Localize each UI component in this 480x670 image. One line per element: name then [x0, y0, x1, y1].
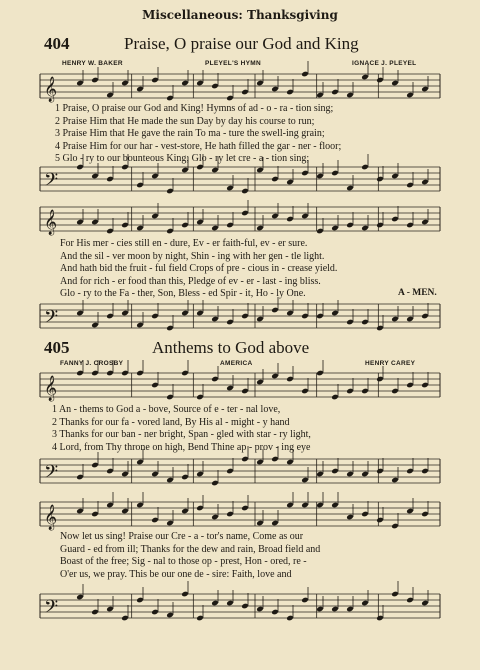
- verse-line: 2 Praise Him that He made the sun Day by day his course to run;: [55, 115, 315, 127]
- tune-name: PLEYEL'S HYMN: [205, 60, 262, 67]
- music-staff-treble: [40, 205, 440, 237]
- page-header: Miscellaneous: Thanksgiving: [142, 8, 338, 22]
- composer-credit: HENRY CAREY: [365, 360, 416, 367]
- verse-line: Guard - ed from ill; Thanks for the dew and rain, Broad field and: [60, 543, 321, 555]
- music-staff-bass: [40, 592, 440, 624]
- treble-clef-icon: 𝄞: [44, 376, 58, 401]
- bass-clef-icon: 𝄢: [44, 597, 59, 622]
- verse-lines: [60, 531, 320, 581]
- author-credit: HENRY W. BAKER: [62, 60, 123, 67]
- hymn-number: 405: [44, 338, 70, 357]
- music-staff-bass: [40, 457, 440, 489]
- verse-line: 2 Thanks for our fa - vored land, By His al - might - y hand: [52, 416, 290, 428]
- composer-credit: IGNACE J. PLEYEL: [352, 60, 417, 67]
- verse-lines: [52, 404, 311, 454]
- verse-line: 1 Praise, O praise our God and King! Hymns of ad - o - ra - tion sing;: [55, 103, 334, 114]
- verse-line: Boast of the free; Sig - nal to those op - prest, Hon - ored, re -: [60, 556, 307, 567]
- verse-line: 3 Praise Him that He gave the rain To ma - ture the swell-ing grain;: [55, 128, 325, 139]
- hymn-number: 404: [44, 34, 70, 53]
- hymn-title: Praise, O praise our God and King: [124, 34, 359, 53]
- verse-line: 1 An - thems to God a - bove, Source of e - ter - nal love,: [52, 404, 281, 415]
- verse-lines: [60, 238, 337, 301]
- music-staff-bass: [40, 302, 440, 334]
- verse-line: 5 Glo - ry to our bounteous King; Glo - ry let cre - a - tion sing;: [55, 153, 310, 164]
- bass-clef-icon: 𝄢: [44, 170, 59, 195]
- tune-name: AMERICA: [220, 360, 253, 367]
- music-staff-treble: [40, 371, 440, 403]
- music-staff-treble: [40, 500, 440, 532]
- hymn-title: Anthems to God above: [152, 338, 310, 357]
- amen-text: A - MEN.: [398, 288, 437, 298]
- bass-clef-icon: 𝄢: [44, 307, 59, 332]
- author-credit: FANNY J. CROSBY: [60, 360, 124, 367]
- verse-line: For His mer - cies still en - dure, Ev - er faith-ful, ev - er sure.: [60, 238, 308, 249]
- bass-clef-icon: 𝄢: [44, 462, 59, 487]
- verse-line: And for rich - er food than this, Pledge of ev - er - last - ing bliss.: [60, 275, 321, 287]
- verse-line: Glo - ry to the Fa - ther, Son, Bless - ed Spir - it, Ho - ly One.: [60, 288, 306, 299]
- treble-clef-icon: 𝄞: [44, 210, 58, 235]
- music-staff-treble: [40, 72, 440, 104]
- verse-lines: [55, 103, 341, 166]
- music-staff-bass: [40, 165, 440, 197]
- verse-line: 4 Praise Him for our har - vest-store, He hath filled the gar - ner - floor;: [55, 140, 342, 152]
- verse-line: 4 Lord, from Thy throne on high, Bend Thine ap - prov - ing eye: [52, 441, 311, 453]
- verse-line: And the sil - ver moon by night, Shin - ing with her gen - tle light.: [60, 250, 325, 262]
- verse-line: 3 Thanks for our ban - ner bright, Span - gled with star - ry light,: [52, 429, 311, 440]
- treble-clef-icon: 𝄞: [44, 77, 58, 102]
- verse-line: Now let us sing! Praise our Cre - a - tor's name, Come as our: [60, 531, 304, 542]
- verse-line: O'er us, we pray. This be our one de - sire: Faith, love and: [60, 568, 292, 580]
- verse-line: And hath bid the fruit - ful field Crops of pre - cious in - crease yield.: [60, 263, 338, 274]
- treble-clef-icon: 𝄞: [44, 505, 58, 530]
